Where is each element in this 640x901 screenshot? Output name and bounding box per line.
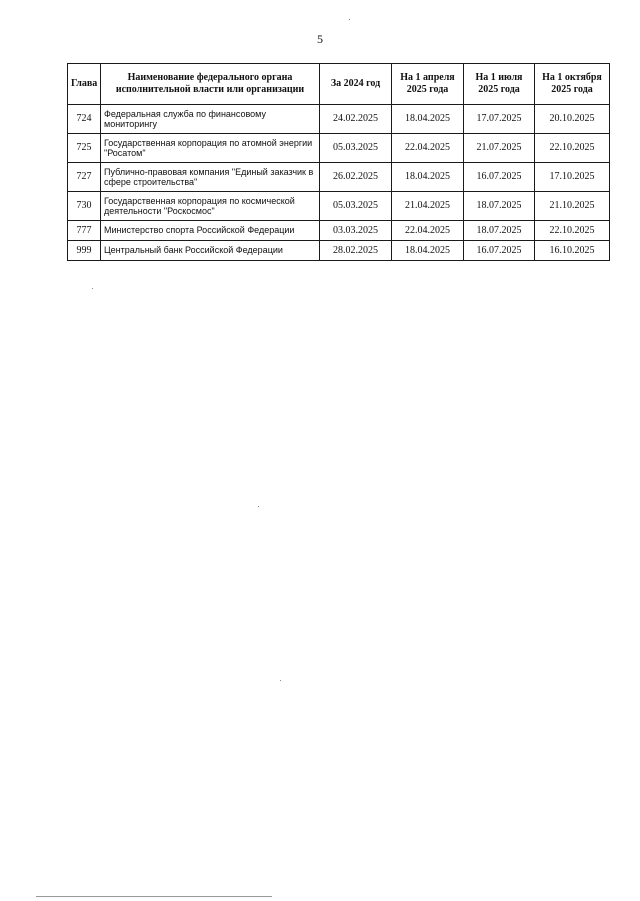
row-date-2024: 26.02.2025 xyxy=(320,163,392,192)
row-code: 777 xyxy=(68,221,101,241)
row-date-april: 18.04.2025 xyxy=(392,163,464,192)
scan-speck xyxy=(92,288,93,289)
row-date-july: 18.07.2025 xyxy=(464,192,535,221)
table-row xyxy=(68,163,610,192)
row-code: 730 xyxy=(68,192,101,221)
table-row xyxy=(68,192,610,221)
header-name: Наименование федерального органа исполнительной власти или организации xyxy=(101,64,320,105)
row-date-april: 18.04.2025 xyxy=(392,241,464,261)
row-name: Центральный банк Российской Федерации xyxy=(101,241,320,261)
table-row xyxy=(68,134,610,163)
scan-speck xyxy=(258,506,259,507)
row-date-october: 22.10.2025 xyxy=(535,221,610,241)
row-date-october: 17.10.2025 xyxy=(535,163,610,192)
table-row xyxy=(68,105,610,134)
row-date-october: 20.10.2025 xyxy=(535,105,610,134)
row-date-july: 17.07.2025 xyxy=(464,105,535,134)
row-name: Министерство спорта Российской Федерации xyxy=(101,221,320,241)
scan-speck xyxy=(280,680,281,681)
row-code: 725 xyxy=(68,134,101,163)
scan-speck xyxy=(349,19,350,20)
row-date-october: 22.10.2025 xyxy=(535,134,610,163)
row-code: 724 xyxy=(68,105,101,134)
header-october: На 1 октября 2025 года xyxy=(535,64,610,105)
row-name: Государственная корпорация по космической деятельности "Роскосмос" xyxy=(101,192,320,221)
header-july: На 1 июля 2025 года xyxy=(464,64,535,105)
row-date-2024: 05.03.2025 xyxy=(320,134,392,163)
row-code: 727 xyxy=(68,163,101,192)
row-date-july: 21.07.2025 xyxy=(464,134,535,163)
page-number: 5 xyxy=(317,32,323,46)
row-date-july: 16.07.2025 xyxy=(464,241,535,261)
row-date-april: 22.04.2025 xyxy=(392,221,464,241)
row-name: Публично-правовая компания "Единый заказчик в сфере строительства" xyxy=(101,163,320,192)
row-date-april: 22.04.2025 xyxy=(392,134,464,163)
header-row xyxy=(68,64,610,105)
row-date-april: 21.04.2025 xyxy=(392,192,464,221)
row-date-2024: 28.02.2025 xyxy=(320,241,392,261)
table-row xyxy=(68,221,610,241)
row-date-october: 21.10.2025 xyxy=(535,192,610,221)
row-code: 999 xyxy=(68,241,101,261)
row-date-october: 16.10.2025 xyxy=(535,241,610,261)
row-date-2024: 05.03.2025 xyxy=(320,192,392,221)
row-date-2024: 03.03.2025 xyxy=(320,221,392,241)
row-date-july: 18.07.2025 xyxy=(464,221,535,241)
row-date-july: 16.07.2025 xyxy=(464,163,535,192)
header-april: На 1 апреля 2025 года xyxy=(392,64,464,105)
header-2024: За 2024 год xyxy=(320,64,392,105)
submission-schedule-table xyxy=(67,63,610,261)
row-name: Государственная корпорация по атомной энергии "Росатом" xyxy=(101,134,320,163)
row-date-april: 18.04.2025 xyxy=(392,105,464,134)
table-row xyxy=(68,241,610,261)
header-code: Глава xyxy=(68,64,101,105)
row-name: Федеральная служба по финансовому мониторингу xyxy=(101,105,320,134)
row-date-2024: 24.02.2025 xyxy=(320,105,392,134)
scan-edge-line xyxy=(36,896,272,897)
